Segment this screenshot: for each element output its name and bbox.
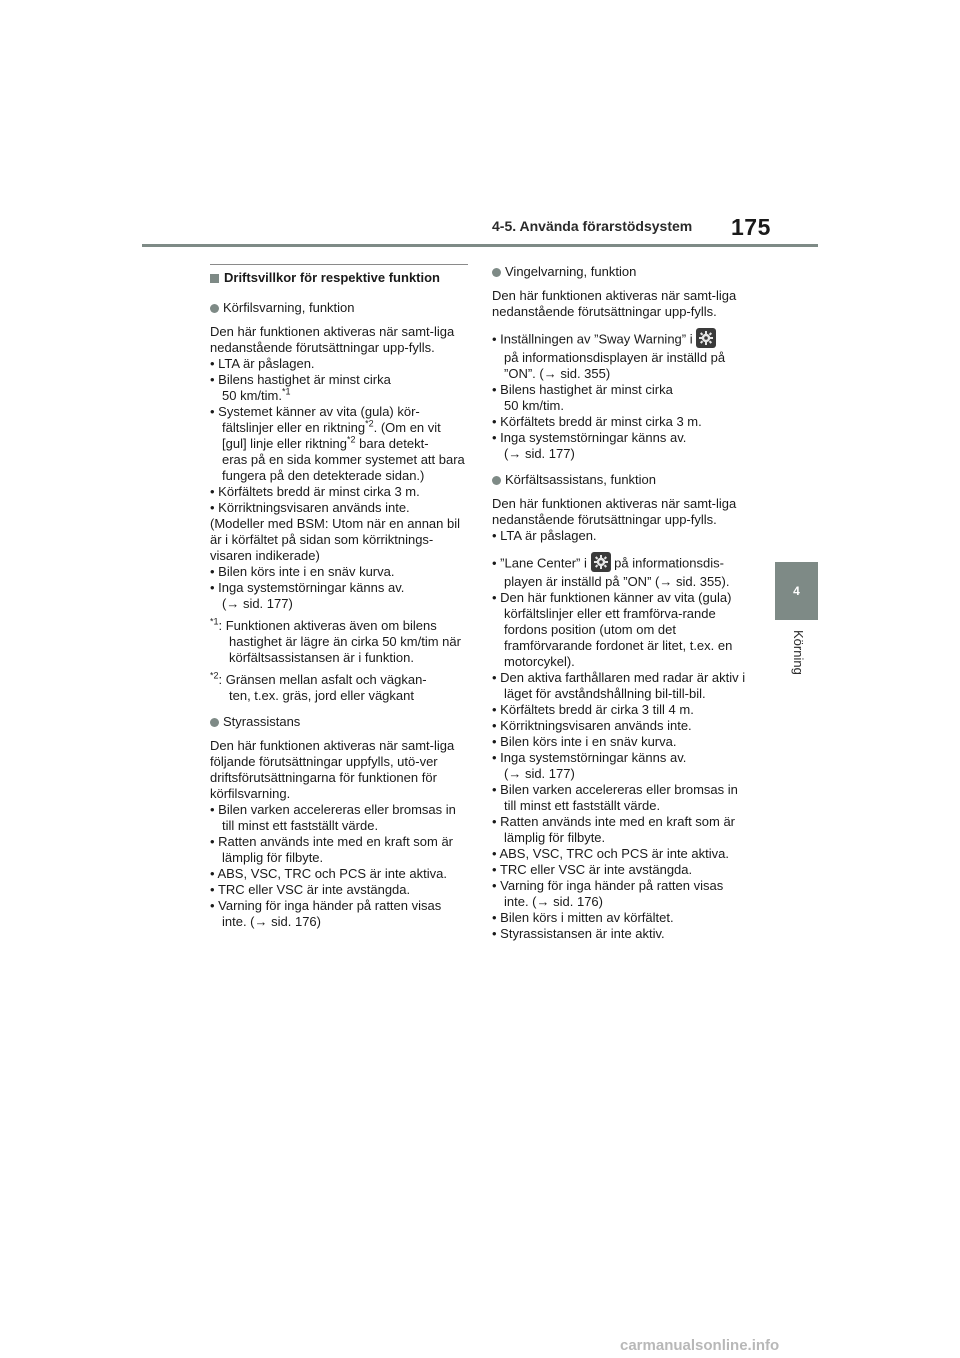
- parenthetical-note: (Modeller med BSM: Utom när en annan bil är i körfältet på sidan som körriktnings-visaren indikerade): [210, 516, 461, 563]
- list-item: • ABS, VSC, TRC och PCS är inte aktiva.: [210, 866, 447, 881]
- page-reference-link[interactable]: (→ sid. 177): [222, 596, 293, 611]
- list-item: • Ratten används inte med en kraft som är lämplig för filbyte.: [210, 834, 454, 865]
- list-item: • Ratten används inte med en kraft som är lämplig för filbyte.: [492, 814, 736, 845]
- list-item: • Körfältets bredd är minst cirka 3 m.: [492, 414, 702, 429]
- square-bullet-icon: [210, 274, 219, 283]
- list-item-text: Bilen körs inte i en snäv kurva.: [500, 734, 677, 749]
- circle-bullet-icon: [492, 476, 501, 485]
- list-item: • Bilen varken accelereras eller bromsas in till minst ett fastställt värde.: [492, 782, 738, 813]
- list-item-text: Den aktiva farthållaren med radar är aktiv i läget för avståndshållning bil-till-bil.: [500, 670, 746, 701]
- list-item: • Inga systemstörningar känns av.: [492, 430, 687, 445]
- list-item-text: LTA är påslagen.: [500, 528, 597, 543]
- list-item: • Inga systemstörningar känns av.: [492, 750, 687, 765]
- list-item-continuation: [210, 388, 468, 404]
- subheading-sway-warning: [492, 264, 748, 280]
- list-item: • Den aktiva farthållaren med radar är aktiv i läget för avståndshållning bil-till-bil.: [492, 670, 746, 701]
- footnote-mark: *1: [210, 616, 219, 627]
- list-item: • Bilens hastighet är minst cirka: [492, 382, 673, 397]
- list-item: • LTA är påslagen.: [210, 356, 315, 371]
- footnote-1: [210, 618, 468, 634]
- intro-text: Den här funktionen aktiveras när samt-liga nedanstående förutsättningar upp-fylls.: [210, 324, 455, 355]
- list-item-text: Varning för inga händer på ratten visas inte. (→ sid. 176): [218, 898, 442, 929]
- list-item: • Bilen körs inte i en snäv kurva.: [492, 734, 677, 749]
- list-item-continuation: eras på en sida kommer systemet att bara fungera på den detekterade sidan.): [222, 452, 465, 483]
- page-reference-link[interactable]: (→ sid. 177): [504, 446, 575, 461]
- page-number: 175: [731, 214, 771, 240]
- list-item-continuation: [210, 436, 468, 452]
- list-item: • TRC eller VSC är inte avstängda.: [492, 862, 693, 877]
- list-item-text: Systemet känner av vita (gula) kör-: [218, 404, 420, 419]
- settings-gear-icon: [591, 552, 611, 572]
- list-item-text: Bilen körs i mitten av körfältet.: [500, 910, 674, 925]
- chapter-tab[interactable]: [775, 562, 818, 620]
- intro-text: Den här funktionen aktiveras när samt-liga nedanstående förutsättningar upp-fylls.: [492, 288, 737, 319]
- chapter-tab-number: 4: [793, 584, 800, 598]
- footnote-ref: *2: [347, 434, 356, 445]
- list-item-text: ABS, VSC, TRC och PCS är inte aktiva.: [499, 846, 729, 861]
- list-item-continuation: 50 km/tim.: [504, 398, 564, 413]
- footnote-ref: *2: [365, 418, 374, 429]
- circle-bullet-icon: [492, 268, 501, 277]
- list-item: • Bilen körs i mitten av körfältet.: [492, 910, 674, 925]
- list-item-text: Körfältets bredd är minst cirka 3 m.: [500, 414, 702, 429]
- list-item-text: Bilen varken accelereras eller bromsas in till minst ett fastställt värde.: [218, 802, 456, 833]
- list-item-text: Den här funktionen känner av vita (gula) körfältslinjer eller ett framförva-rande fordons position (utom om det framförvarande fordonet är litet, t.ex. en motorcykel).: [500, 590, 733, 669]
- list-item: • Bilens hastighet är minst cirka: [210, 372, 391, 387]
- list-item-text: TRC eller VSC är inte avstängda.: [217, 882, 411, 897]
- subheading-text: Körfältsassistans, funktion: [505, 472, 657, 487]
- list-item: • LTA är påslagen.: [492, 528, 597, 543]
- circle-bullet-icon: [210, 304, 219, 313]
- circle-bullet-icon: [210, 718, 219, 727]
- settings-gear-icon: [696, 328, 716, 348]
- list-item-text: bara detekt-: [355, 436, 429, 451]
- list-item: • Körfältets bredd är minst cirka 3 m.: [210, 484, 420, 499]
- footnote-mark: *2: [210, 670, 219, 681]
- list-item-text: Körfältets bredd är minst cirka 3 m.: [218, 484, 420, 499]
- subheading-text: Styrassistans: [223, 714, 301, 729]
- section-heading: [210, 264, 468, 286]
- section-heading-text: Driftsvillkor för respektive funktion: [224, 270, 440, 285]
- list-item: • Varning för inga händer på ratten visas inte. (→ sid. 176): [210, 898, 442, 929]
- header-divider: [142, 244, 818, 247]
- list-item: • TRC eller VSC är inte avstängda.: [210, 882, 411, 897]
- list-item-text: fältslinjer eller en riktning: [222, 420, 366, 435]
- list-item-text: Inställningen av ”Sway Warning” i: [500, 331, 693, 347]
- list-item: • Inställningen av ”Sway Warning” i: [492, 330, 748, 350]
- list-item-text: Ratten används inte med en kraft som är lämplig för filbyte.: [500, 814, 736, 845]
- chapter-title: 4-5. Använda förarstödsystem: [492, 218, 693, 234]
- list-item-text: 50 km/tim.: [222, 388, 282, 403]
- subheading-text: Vingelvarning, funktion: [505, 264, 637, 279]
- list-item: • ”Lane Center” i på informationsdis-: [492, 554, 748, 574]
- list-item-text: [gul] linje eller riktning: [222, 436, 348, 451]
- subheading-text: Körfilsvarning, funktion: [223, 300, 355, 315]
- list-item-text: Bilen varken accelereras eller bromsas in till minst ett fastställt värde.: [500, 782, 738, 813]
- footnote-ref: *1: [281, 386, 291, 397]
- footnote-text: hastighet är lägre än cirka 50 km/tim när körfältsassistansen är i funktion.: [229, 634, 461, 665]
- list-item-text: Varning för inga händer på ratten visas inte. (→ sid. 176): [500, 878, 724, 909]
- list-item-text: TRC eller VSC är inte avstängda.: [499, 862, 693, 877]
- list-item: • Körriktningsvisaren används inte.: [210, 500, 410, 515]
- list-item-continuation: playen är inställd på ”ON” (→ sid. 355).: [504, 574, 730, 589]
- left-column: [210, 264, 468, 930]
- list-item-text: Inga systemstörningar känns av.: [500, 750, 687, 765]
- list-item: • Den här funktionen känner av vita (gula) körfältslinjer eller ett framförva-rande fordons position (utom om det framförvarande fordonet är litet, t.ex. en motorcykel).: [492, 590, 733, 669]
- right-column: [492, 264, 748, 942]
- list-item-text: ”Lane Center” i: [500, 555, 587, 571]
- list-item-text: Körriktningsvisaren används inte.: [500, 718, 692, 733]
- footnote-text: : Funktionen aktiveras även om bilens: [218, 618, 437, 633]
- watermark: carmanualsonline.info: [620, 1337, 780, 1354]
- list-item: • Bilen varken accelereras eller bromsas in till minst ett fastställt värde.: [210, 802, 456, 833]
- list-item-text: LTA är påslagen.: [218, 356, 315, 371]
- list-item: • Inga systemstörningar känns av.: [210, 580, 405, 595]
- list-item: • Systemet känner av vita (gula) kör-: [210, 404, 420, 419]
- subheading-lane-departure: [210, 300, 468, 316]
- footnote-text: : Gränsen mellan asfalt och vägkan-: [218, 672, 427, 687]
- list-item-text: Inga systemstörningar känns av.: [218, 580, 405, 595]
- list-item-text: ABS, VSC, TRC och PCS är inte aktiva.: [217, 866, 447, 881]
- list-item: • Bilen körs inte i en snäv kurva.: [210, 564, 395, 579]
- list-item-text: Körfältets bredd är cirka 3 till 4 m.: [500, 702, 694, 717]
- subheading-steering-assist: [210, 714, 468, 730]
- list-item-text: . (Om en vit: [373, 420, 441, 435]
- footnote-2: [210, 672, 468, 688]
- list-item-text: Körriktningsvisaren används inte.: [218, 500, 410, 515]
- list-item-text: Bilens hastighet är minst cirka: [500, 382, 673, 397]
- chapter-tab-label: Körning: [791, 630, 806, 675]
- list-item-text: Styrassistansen är inte aktiv.: [500, 926, 665, 941]
- list-item: • Varning för inga händer på ratten visas inte. (→ sid. 176): [492, 878, 724, 909]
- subheading-lane-centering: [492, 472, 748, 488]
- list-item-text: Bilen körs inte i en snäv kurva.: [218, 564, 395, 579]
- intro-text: Den här funktionen aktiveras när samt-liga nedanstående förutsättningar upp-fylls.: [492, 496, 737, 527]
- list-item-continuation: på informationsdisplayen är inställd på ”ON”. (→ sid. 355): [504, 350, 726, 381]
- list-item-text: Bilens hastighet är minst cirka: [218, 372, 391, 387]
- list-item-continuation: [210, 420, 468, 436]
- intro-text: Den här funktionen aktiveras när samt-liga följande förutsättningar uppfylls, utö-ver driftsförutsättningarna för funktionen för körfilsvarning.: [210, 738, 455, 801]
- list-item: • ABS, VSC, TRC och PCS är inte aktiva.: [492, 846, 729, 861]
- page-reference-link[interactable]: (→ sid. 177): [504, 766, 575, 781]
- list-item: • Körfältets bredd är cirka 3 till 4 m.: [492, 702, 694, 717]
- list-item-text: Inga systemstörningar känns av.: [500, 430, 687, 445]
- footnote-text: ten, t.ex. gräs, jord eller vägkant: [229, 688, 414, 703]
- list-item: • Körriktningsvisaren används inte.: [492, 718, 692, 733]
- list-item-text: på informationsdis-: [614, 555, 724, 571]
- list-item: • Styrassistansen är inte aktiv.: [492, 926, 665, 941]
- list-item-text: Ratten används inte med en kraft som är lämplig för filbyte.: [218, 834, 454, 865]
